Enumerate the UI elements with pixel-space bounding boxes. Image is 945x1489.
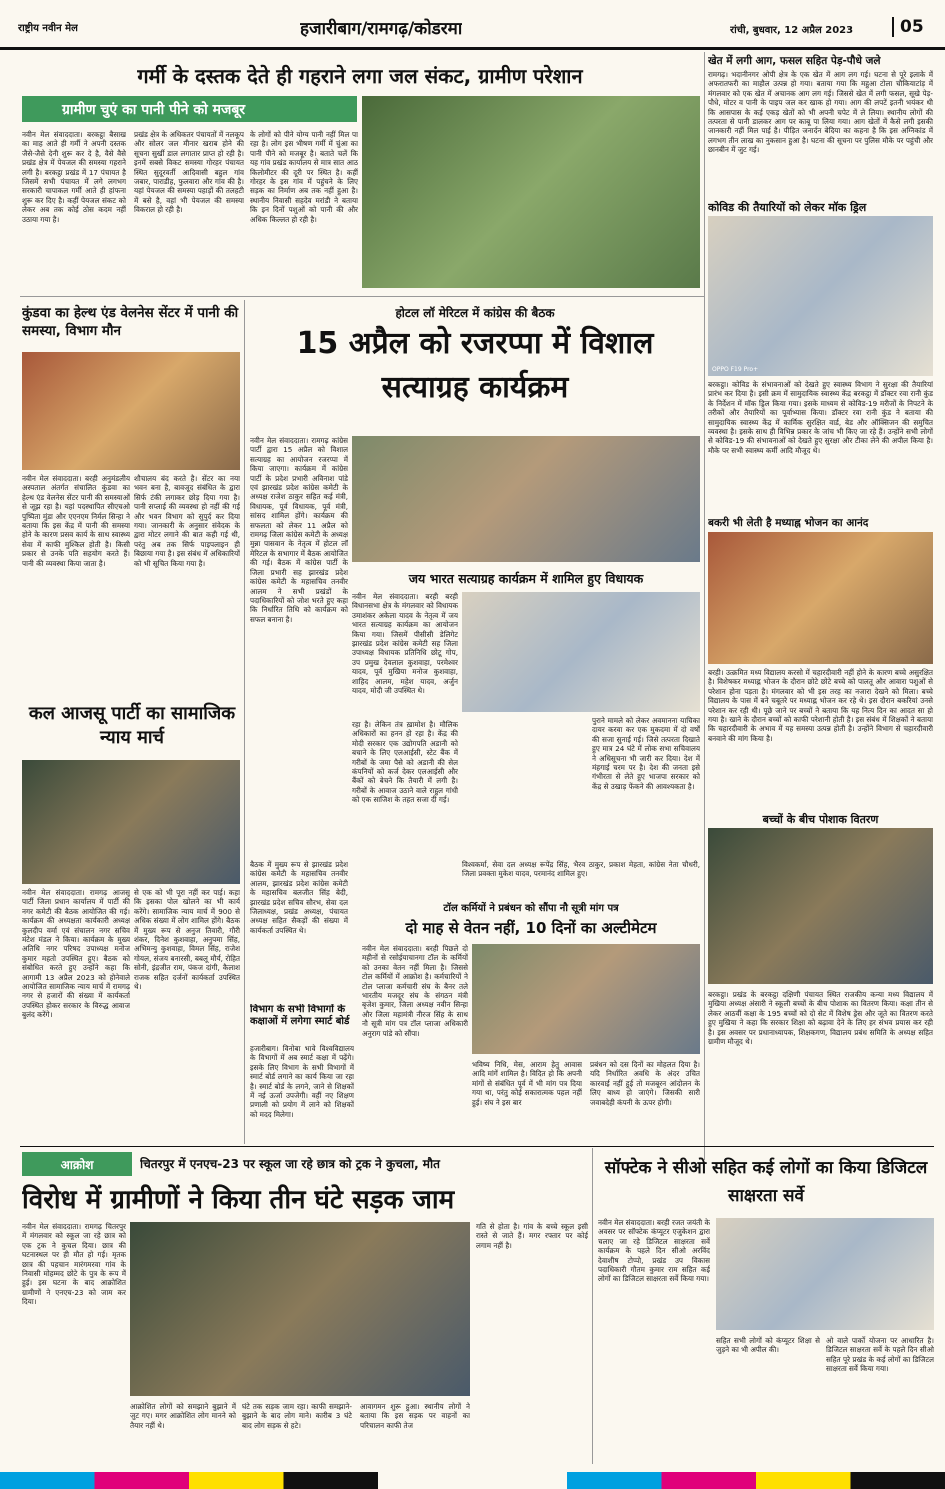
masthead (0, 0, 945, 50)
aakrosh-kicker: चितरपुर में एनएच-23 पर स्कूल जा रहे छात्र को ट्रक ने कुचला, मौत (140, 1157, 440, 1171)
aakrosh-label: आक्रोश (22, 1152, 132, 1176)
satyagraha-photo (462, 592, 700, 712)
aakrosh-col-1: नवीन मेल संवाददाता। रामगढ़ चितरपुर में मंगलवार को स्कूल जा रहे छात्र को एक ट्रक ने कुचल दिया। छात्र की घटनास्थल पर ही मौत हो गई। मृतक छात्र की पहचान मारंगमरवा गांव के निवासी मोहम्मद छोटे के पुत्र के रूप में हुई। इस घटना के बाद आक्रोशित ग्रामीणों ने एनएच-23 को जाम कर दिया। (22, 1222, 126, 1307)
photo-caption: OPPO F19 Pro+ (712, 366, 759, 373)
kundwa-headline: कुंडवा का हेल्थ एंड वेलनेस सेंटर में पानी की समस्या, विभाग मौन (22, 305, 239, 339)
smartboard-body: हजारीबाग। विनोबा भावे विश्वविद्यालय के विभागों में अब स्मार्ट कक्षा में पढ़ेंगे। इसके लिए विभाग के सभी विभागों में स्मार्ट बोर्ड लगाने का कार्य किया जा रहा है। स्मार्ट बोर्ड के लगने, जाने से शिक्षकों में नई ऊर्जा उपजेगी। वहीं नए शिक्षण प्रणाली को प्रयोग में लाने को शिक्षकों को मदद मिलेगा। (250, 1044, 354, 1119)
aakrosh-col-2: आक्रोशित लोगों को समझाने बुझाने में जुट गए। मगर आक्रोशित लोग मानने को तैयार नहीं थे। (130, 1402, 236, 1430)
satyagraha-col-2: रहा है। लेकिन तंत्र ख़ामोश है। मौलिक अधिकारों का हनन हो रहा है। केंद्र की मोदी सरकार एक उद्योगपति अडानी को बचाने के लिए एलआईसी, स्टेट बैंक में गरीबों के जमा पैसे को अडानी की सेल कंपनियों को कर्ज देकर एलआईसी और बैंकों को बेचने कि तैयारी में लगी है। गरीबों के आवाज उठाने वाले राहुल गांधी को एक साजिश के तहत सजा दी गई। (352, 720, 458, 805)
satyagraha-col-3: पुराने मामले को लेकर अवमानना याचिका दायर करवा कर एक मुकदमा में दो वर्षों की सजा सुनाई गई। जिसे तत्परता दिखाते हुए मात्र 24 घंटे में लोक सभा सचिवालय ने अधिसूचना भी जारी कर दिया। देश में मंहगाई चरम पर है। देश की जनता इसे गंभीरता से लेते हुए भाजपा सरकार को केंद्र से उखाड़ फेंकने की आवश्यकता है। (592, 716, 700, 791)
aakrosh-col-4: आवागमन शुरू हुआ। स्थानीय लोगों ने बताया कि इस सड़क पर वाहनों का परिचालन काफी तेज (360, 1402, 470, 1430)
paper-name: राष्ट्रीय नवीन मेल (18, 23, 78, 34)
ajsu-col-1: नवीन मेल संवाददाता। रामगढ़ आजसू पार्टी जिला प्रधान कार्यालय में पार्टी की नगर कमेटी की बैठक आयोजित की गई। कार्यक्रम की अध्यक्षता कार्यकारी अध्यक्ष कुलदीप वर्मा एवं संचालन नगर सचिव मंटेश मंडल ने किया। कार्यक्रम के मुख्य अतिथि नगर परिषद उपाध्यक्ष मनोज कुमार महतो उपस्थित हुए। बैठक को संबोधित करते हुए उन्होंने कहा कि आगामी 13 अप्रैल 2023 को होनेवाले आयोजित सामाजिक न्याय मार्च में रामगढ़ नगर से हजारों की संख्या में कार्यकर्ता उपस्थित होकर सरकार के विरुद्ध आवाज बुलंद करेंगे। (22, 888, 130, 1020)
bakri-headline: बकरी भी लेती है मध्याह्न भोजन का आनंद (708, 517, 869, 529)
satyagraha-col-4: विश्वकर्मा, सेवा दल अध्यक्ष रूपेंद्र सिंह, भैरव ठाकुर, प्रकाश मेहता, कांग्रेस नेता चौधरी, जिला प्रवक्ता मुकेश यादव, परमानंद शामिल हुए। (462, 860, 700, 879)
satyagraha-col-1: नवीन मेल संवाददाता। बरही बरही विधानसभा क्षेत्र के मंगलवार को विधायक उमाशंकर अकेला यादव के नेतृत्व में जय भारत सत्याग्रह कार्यक्रम का आयोजन किया गया। जिसमें पीसीसी डेलिगेट झारखंड प्रदेश कांग्रेस कमेटी सह जिला उपाध्यक्ष विधायक प्रतिनिधि छोटू गोप, उप प्रमुख देवलाल कुशवाहा, परमेश्वर यादव, पूर्व मुखिया मनोज कुशवाहा, शाहिद आलम, महेश यादव, अर्जुन यादव, मोदी जी उपस्थित थे। (352, 592, 458, 696)
registration-bar (0, 1472, 945, 1489)
congress-photo (352, 436, 700, 562)
fire-body: रामगढ़। भदानीनगर ओपी क्षेत्र के एक खेत में आग लग गई। घटना से पूरे इलाके में अफरातफरी का माहौल उत्पन्न हो गया। बताया गया कि महुआ टोला चौकियाटांड़ में मंगलवार को एक खेत में अचानक आग लग गई। जिससे खेत में लगी फसल, सूखे पेड़-पौधे, मोटर व पानी के पाइप जल कर खाक हो गया। आग की लपटें इतनी भयंकर थी कि आसपास के कई एकड़ खेतों को भी अपनी चपेट में ले लिया। स्थानीय लोगों की तत्परता से पानी डालकर आग पर काबू पा लिया गया। आग खेतों में कैसे लगी इसकी जानकारी नहीं मिल पाई है। पीड़ित जनार्दन बेदिया का कहना है कि इस अग्निकांड में लगभग तीन लाख का नुकसान हुआ है। घटना की सूचना पर पुलिस मौके पर पहुंची और छानबीन में जुट गई। (708, 70, 933, 155)
softech-col-2: सहित सभी लोगों को कंप्यूटर शिक्षा से जुड़ने का भी अपील की। (716, 1336, 820, 1355)
aakrosh-photo (130, 1222, 470, 1396)
smartboard-headline: विभाग के सभी विभागों के कक्षाओं में लगेगा स्मार्ट बोर्ड (250, 1004, 350, 1027)
bakri-body: बरही। उत्क्रमित मध्य विद्यालय करसो में चहारदीवारी नहीं होने के कारण बच्चे असुरक्षित है। विशेषकर मध्याह्न भोजन के दौरान छोटे छोटे बच्चे को पालतू और आवारा पशुओं से परेशान होना पड़ता है। मंगलवार को भी इस तरह का नजारा देखने को मिला। बच्चे विद्यालय के पास में बने चबूतरे पर मध्याह्न भोजन कर रहे थे। इस दौरान बकरियां उनसे परेशान कर रही थी। पूछे जाने पर बच्चों ने बताया कि यह नित्य दिन का आदत सा हो गया है। खाने के दौरान बच्चों को काफी परेशानी होती है। इस संबंध में शिक्षकों ने बताया कि चहारदीवारी के अभाव में यह समस्या उत्पन्न होती है। उन्होंने विभाग से चहारदीवारी बनवाने की मांग किया है। (708, 668, 933, 743)
lead-col-2: प्रखंड क्षेत्र के अधिकतर पंचायतों में नलकूप और सोलर जल मीनार खराब होने की सूचना सुर्खी डाल लगातार प्राप्त हो रही है। इनमें सबसे विकट समस्या गोरहर पंचायत स्थित सुदूरवर्ती आदिवासी बहुल गांव जबार, पाराडीह, फुलवारा और गांव की है। यहां पेयजल की समस्या पहाड़ों की तलहटी में बसे है, वहां भी पेयजल की समस्या विकराल हो रही है। (134, 130, 244, 215)
divider (20, 296, 704, 297)
aakrosh-col-5: गति से होता है। गांव के बच्चे स्कूल इसी रास्ते से जाते हैं। मगर रफ्तार पर कोई लगाम नहीं है। (476, 1222, 588, 1250)
bakri-photo (708, 532, 933, 664)
toll-col-3: प्रबंधन को दस दिनों का मोहलत दिया है। यदि निर्धारित अवधि के अंदर उचित कारवाई नहीं हुई तो मजबूरन आंदोलन के लिए बाध्य हो जाएंगे। जिसकी सारी जवाबदेही कंपनी के ऊपर होगी। (590, 1060, 700, 1107)
kovid-body: बरकट्ठा। कोविड के संभावनाओं को देखते हुए स्वास्थ्य विभाग ने सुरक्षा की तैयारियां प्रारंभ कर दिया है। इसी क्रम में सामुदायिक स्वास्थ्य केंद्र बरकट्ठा में डॉक्टर रवा रानी कुंड के निर्देशन में मॉक ड्रिल किया गया। इसके माध्यम से कोविड-19 मरीजों के निपटने के तरीकों और तैयारियों का पूर्वाभ्यास किया। डॉक्टर रवा रानी कुंड ने बताया की सामुदायिक स्वास्थ्य केंद्र में कार्मिक सुरक्षित वार्ड, बेड और ऑक्सिजन की समुचित व्यवस्था है। इसके साथ ही विभिन्न प्रकार के जांच भी किए जा रहे हैं। उन्होंने सभी लोगों से कोविड-19 की संभावनाओं को देखते हुए सुरक्षा और टीका लेने की अपील किया है। मौके पर सभी स्वास्थ्य कर्मी आदि मौजूद थे। (708, 380, 933, 455)
lead-subhead: ग्रामीण चुएं का पानी पीने को मजबूर (22, 96, 357, 122)
congress-headline: 15 अप्रैल को रजरप्पा में विशाल सत्याग्रह कार्यक्रम (296, 326, 654, 405)
ajsu-col-2: से एक को भी पूरा नहीं कर पाई। कहा कि इसका पोल खोलने का भी कार्य करेंगे। सामाजिक न्याय मार्च में 900 से अधिक संख्या में लोग शामिल होंगे। बैठक में मुख्य रूप से अनुज तिवारी, गौरी शंकर, दिनेश कुशवाहा, अनुपमा सिंह, अभिमन्यु कुशवाहा, विमल सिंह, राजेश गोयल, संजय बनारसी, बबलू मौर्य, रोहित सोनी, इंद्रजीत राम, पंकज दांगी, कैलाश राजक सहित दर्जनों कार्यकर्ता उपस्थित थे। (134, 888, 240, 992)
softech-col-1: नवीन मेल संवाददाता। बरही रजत जयंती के अवसर पर सॉफ्टेक कंप्यूटर एजुकेशन द्वारा चलाए जा रहे डिजिटल साक्षरता सर्वे कार्यक्रम के पहले दिन सीओ अरविंद देवाशीष टोप्पो, प्रखंड उप विकास पदाधिकारी गौतम कुमार राम सहित कई लोगों का डिजिटल साक्षरता सर्वे किया गया। (598, 1218, 710, 1284)
lead-photo (362, 96, 700, 288)
kovid-headline: कोविड की तैयारियों को लेकर मॉक ड्रिल (708, 201, 867, 214)
kovid-photo (708, 216, 933, 376)
toll-headline: दो माह से वेतन नहीं, 10 दिनों का अल्टीमेटम (405, 919, 657, 937)
section-title: हजारीबाग/रामगढ़/कोडरमा (300, 19, 463, 39)
poshak-photo (708, 828, 933, 984)
aakrosh-headline: विरोध में ग्रामीणों ने किया तीन घंटे सड़क जाम (22, 1185, 455, 1215)
divider (244, 300, 245, 1144)
date-line: रांची, बुधवार, 12 अप्रैल 2023 (730, 25, 854, 36)
kundwa-col-1: नवीन मेल संवाददाता। बरही अनुमंडलीय अस्पताल अंतर्गत संचालित कुंडवा का हेल्थ एंड वेलनेस सेंटर पानी की समस्याओं से जूझ रहा है। यहां पदस्थापित सीएचओ पुष्पिता मुंडा और एएनएम निर्मल सिन्हा ने बताया कि इस केंद्र में पानी की समस्या होने के कारण प्रसव कार्य के साथ स्वास्थ्य सेवा में काफी मुश्किल होती है। किसी प्रकार से उनके पति सहयोग करते हैं। पानी की व्यवस्था किया जाता है। (22, 474, 130, 568)
satyagraha-headline: जय भारत सत्याग्रह कार्यक्रम में शामिल हुए विधायक (408, 571, 644, 586)
kundwa-photo (22, 352, 240, 470)
congress-col-1: नवीन मेल संवाददाता। रामगढ़ कांग्रेस पार्टी द्वारा 15 अप्रैल को विशाल सत्याग्रह का आयोजन रजरप्पा में किया जाएगा। कार्यक्रम में कांग्रेस पार्टी के प्रदेश प्रभारी अविनाश पांडे एवं झारखंड प्रदेश कांग्रेस कमेटी के अध्यक्ष राजेश ठाकुर सहित कई मंत्री, विधायक, पूर्व विधायक, पूर्व मंत्री, सांसद शामिल होंगे। कार्यक्रम की सफलता को लेकर 11 अप्रैल को रामगढ़ जिला कांग्रेस कमेटी के अध्यक्ष मुन्ना पासवान के नेतृत्व में होटल लॉ मेरिटल के सभागार में बैठक आयोजित की गई। बैठक में कांग्रेस पार्टी के जिला प्रभारी सह झारखंड प्रदेश कांग्रेस कमेटी के महासचिव तनवीर आलम ने सभी प्रखंडों के पदाधिकारियों को जोश भरते हुए कहा कि निर्धारित तिथि को कार्यक्रम को सफल बनाना है। (250, 436, 348, 624)
congress-col-2: बैठक में मुख्य रूप से झारखंड प्रदेश कांग्रेस कमेटी के महासचिव तनवीर आलम, झारखंड प्रदेश कांग्रेस कमेटी के महासचिव बलजीत सिंह बेदी, झारखंड प्रदेश सचिव सौरभ, सेवा दल जिलाध्यक्ष, प्रखंड अध्यक्ष, पंचायत अध्यक्ष सहित सैकड़ों की संख्या में कार्यकर्ता उपस्थित थे। (250, 860, 348, 935)
softech-col-3: ओ वाले पार्को योजना पर आधारित है। डिजिटल साक्षरता सर्वे के पहले दिन सीओ सहित पूरे प्रखंड के कई लोगों का डिजिटल साक्षरता सर्वे किया गया। (826, 1336, 934, 1374)
aakrosh-col-3: घंटे तक सड़क जाम रहा। काफी समझाने-बुझाने के बाद लोग माने। कारीब 3 घंटे बाद लोग सड़क से हटे। (242, 1402, 352, 1430)
ajsu-headline: कल आजसू पार्टी का सामाजिक न्याय मार्च (28, 703, 236, 748)
lead-col-3: के लोगों को पीने योग्य पानी नहीं मिल पा रहा है। लोग इस भीषण गर्मी में चुंआ का पानी पीने को मजबूर है। बताते चलें कि यह गांव प्रखंड कार्यालय से मात्र सात आठ किलोमीटर की दूरी पर स्थित है। कहीं गोरहर के इस गांव में पहुंचने के लिए सड़क का निर्माण अब तक नहीं हुआ है। स्थानीय निवासी सहदेव मरांडी ने बताया कि इन दिनों पशुओं को पानी की और अधिक किल्लत हो रही है। (250, 130, 358, 224)
toll-col-2: भविष्य निधि, मेस, आराम हेतु आवास आदि मांगें शामिल है। विदित हो कि अपनी मांगों से संबंधित पूर्व में भी मांग पत्र दिया गया था, परंतु कोई सकारात्मक पहल नहीं हुई। संघ ने इस बार (472, 1060, 582, 1107)
page-number: 05 (892, 17, 924, 37)
toll-col-1: नवीन मेल संवाददाता। बरही पिछले दो महीनों से रसोईयाचानगा टॉल के कर्मियों को उनका वेतन नहीं मिला है। जिससे टोल कर्मियों में आक्रोश है। कर्मचारियों ने टोल प्लाजा कर्मचारी संघ के बैनर तले भारतीय मजदूर संघ के संगठन मंत्री बृजेश कुमार, जिला अध्यक्ष नवीन सिन्हा और जिला महामंत्री नीरज सिंह के साथ नौ सूत्री मांग पत्र टॉल प्लाजा अधिकारी अनुराग पांडे को सौंपा। (362, 944, 468, 1038)
toll-kicker: टॉल कर्मियों ने प्रबंधन को सौंपा नौ सूत्री मांग पत्र (443, 903, 619, 914)
lead-headline: गर्मी के दस्तक देते ही गहराने लगा जल संकट, ग्रामीण परेशान (137, 64, 583, 88)
poshak-body: बरकट्ठा। प्रखंड के बरकट्ठा दक्षिणी पंचायत स्थित राजकीय कन्या मध्य विद्यालय में मुखिया अध्यक्ष अंसारी ने स्कूली बच्चों के बीच पोशाक का वितरण किया। कक्षा तीन से लेकर आठवीं कक्षा के 195 बच्चों को दो सेट में विशेष ड्रेस और जूते का वितरण करते हुए मुखिया ने कहा कि सरकार शिक्षा को बढ़ावा देने के लिए हर संभव प्रयास कर रही है। इस अवसर पर प्रधानाध्यापक, शिक्षकगण, विद्यालय प्रबंध समिति के अध्यक्ष सहित ग्रामीण मौजूद थे। (708, 990, 933, 1047)
congress-kicker: होटल लॉ मेरिटल में कांग्रेस की बैठक (395, 306, 555, 320)
toll-photo (472, 944, 700, 1054)
softech-headline: सॉफ्टेक ने सीओ सहित कई लोगों का किया डिजिटल साक्षरता सर्वे (604, 1158, 928, 1206)
softech-photo (716, 1218, 934, 1330)
divider (592, 1148, 593, 1464)
poshak-headline: बच्चों के बीच पोशाक वितरण (762, 813, 879, 826)
fire-headline: खेत में लगी आग, फसल सहित पेड़-पौधे जले (708, 55, 881, 67)
ajsu-photo (22, 760, 240, 884)
lead-col-1: नवीन मेल संवाददाता। बरकट्ठा बैसाख का माह आते ही गर्मी ने अपनी दस्तक जैसे-जैसे देनी शुरू कर दे है, वैसे वैसे प्रखंड क्षेत्र में पेयजल की समस्या गहराने लगी है। बरकट्ठा प्रखंड में 17 पंचायत है जिसमें सभी पंचायत में लगे लगभग सरकारी चापाकल गर्मी आते ही हांफना शुरू कर दिए है। कहीं पेयजल संकट को लेकर अब तक कोई ठोस कदम नहीं उठाया गया है। (22, 130, 126, 224)
divider (20, 1146, 934, 1147)
divider (704, 52, 705, 1160)
kundwa-col-2: शौचालय बंद करते है। सेंटर का नया भवन बना है, बावजूद संबंधित के द्वारा सिर्फ टंकी लगाकर छोड़ दिया गया है। पानी सप्लाई की व्यवस्था हो नहीं की गई और भवन विभाग को सुपुर्द कर दिया गया। जानकारी के अनुसार संवेदक के द्वारा मोटर लगाने की बात कही गई थी, परंतु अब तक सिर्फ पाइपलाइन ही बिछाया गया है। इस संबंध में अधिकारियों को भी सूचित किया गया है। (134, 474, 240, 568)
